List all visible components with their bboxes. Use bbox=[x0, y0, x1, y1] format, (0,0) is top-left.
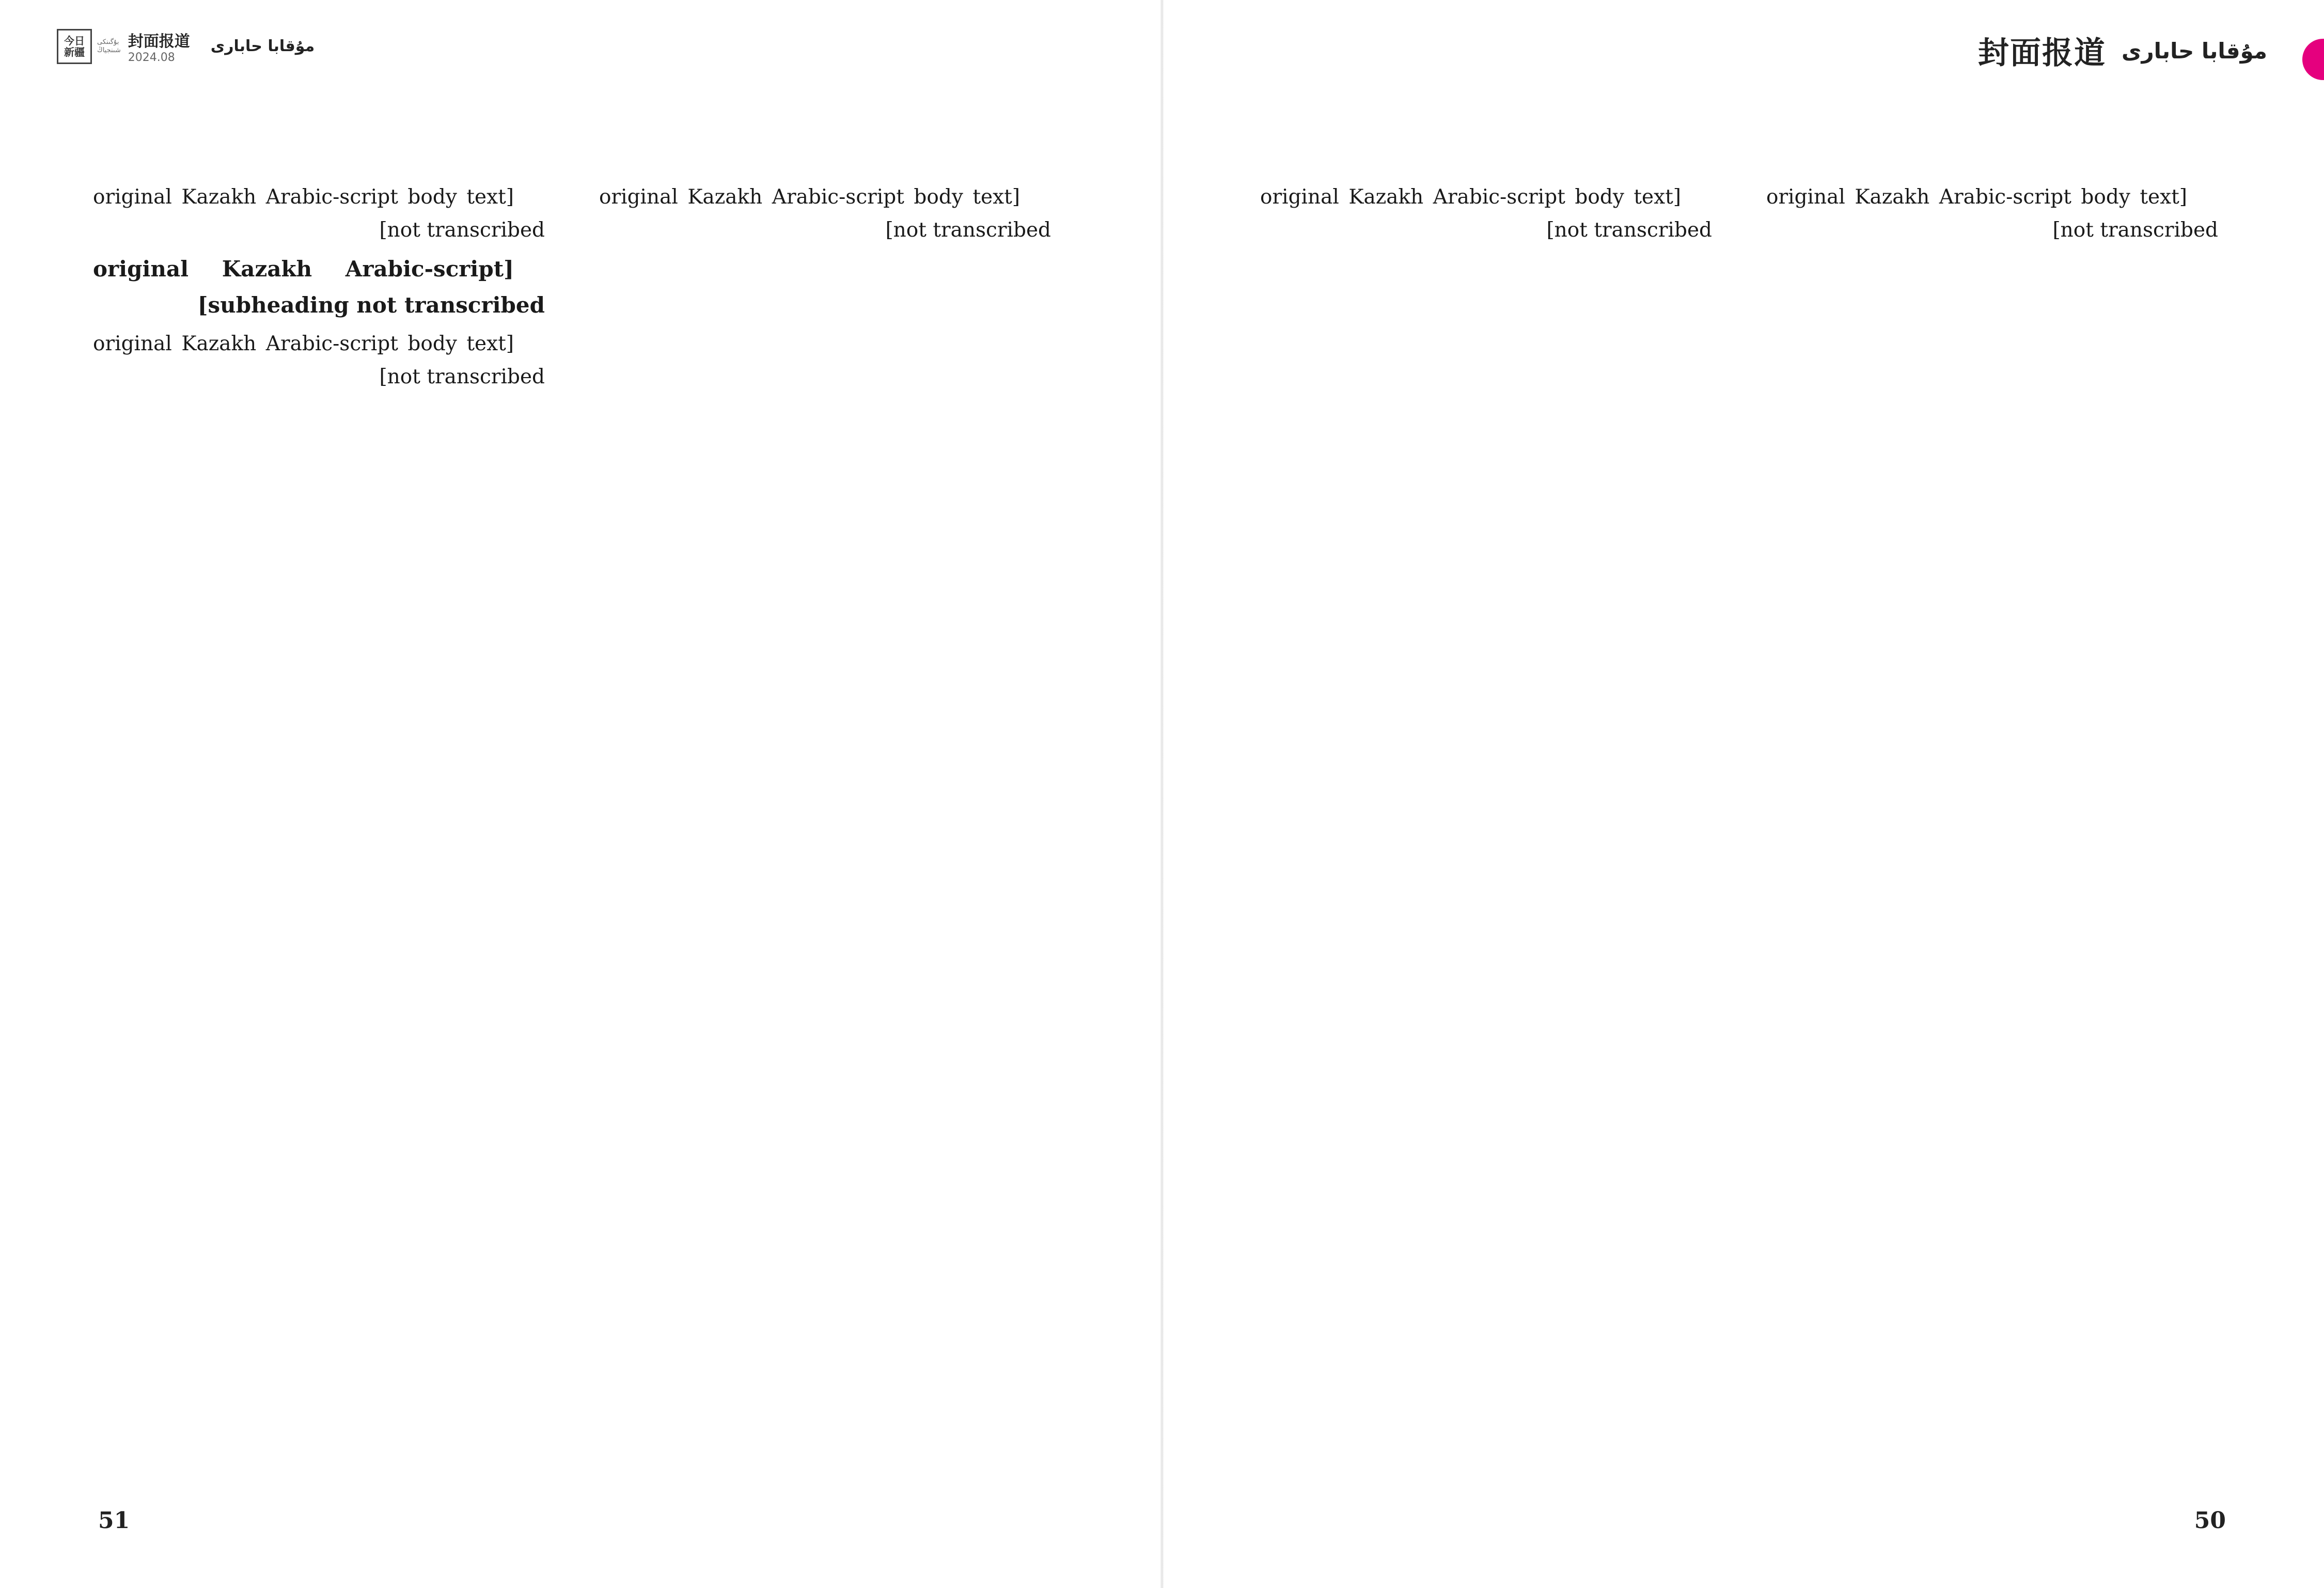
header-section: مۇقابا حابارى bbox=[210, 37, 315, 55]
right-page-column-left bbox=[1260, 181, 1712, 1446]
paragraph: [original Kazakh Arabic-script body text not transcribed] bbox=[1260, 185, 1712, 242]
subheading: [original Kazakh Arabic-script subheading not transcribed] bbox=[93, 256, 545, 318]
header-title: 封面报道 bbox=[1977, 35, 2106, 71]
right-page-column-right bbox=[1766, 181, 2218, 1446]
right-header bbox=[1978, 28, 2267, 73]
left-page-column-left bbox=[93, 181, 545, 1446]
left-page-column-right bbox=[599, 181, 1051, 1446]
magazine-logo: 今日 新疆 bbox=[57, 29, 92, 64]
paragraph: [original Kazakh Arabic-script body text not transcribed] bbox=[93, 332, 545, 388]
accent-dot bbox=[2302, 39, 2324, 80]
paragraph: [original Kazakh Arabic-script body text not transcribed] bbox=[93, 185, 545, 242]
logo-side-text: بۇگىنكى شىنجياڭ bbox=[97, 38, 121, 54]
header-title-block bbox=[128, 28, 190, 64]
header-title: 封面报道 bbox=[128, 33, 190, 51]
paragraph: [original Kazakh Arabic-script body text not transcribed] bbox=[1766, 185, 2218, 242]
header-date: 2024.08 bbox=[128, 51, 175, 64]
page-number: 50 bbox=[2194, 1507, 2226, 1534]
header-section: مۇقابا حابارى bbox=[2121, 38, 2267, 64]
left-header bbox=[57, 28, 315, 64]
paragraph: [original Kazakh Arabic-script body text not transcribed] bbox=[599, 185, 1051, 242]
page-number: 51 bbox=[98, 1507, 130, 1534]
right-page bbox=[1162, 0, 2324, 1588]
